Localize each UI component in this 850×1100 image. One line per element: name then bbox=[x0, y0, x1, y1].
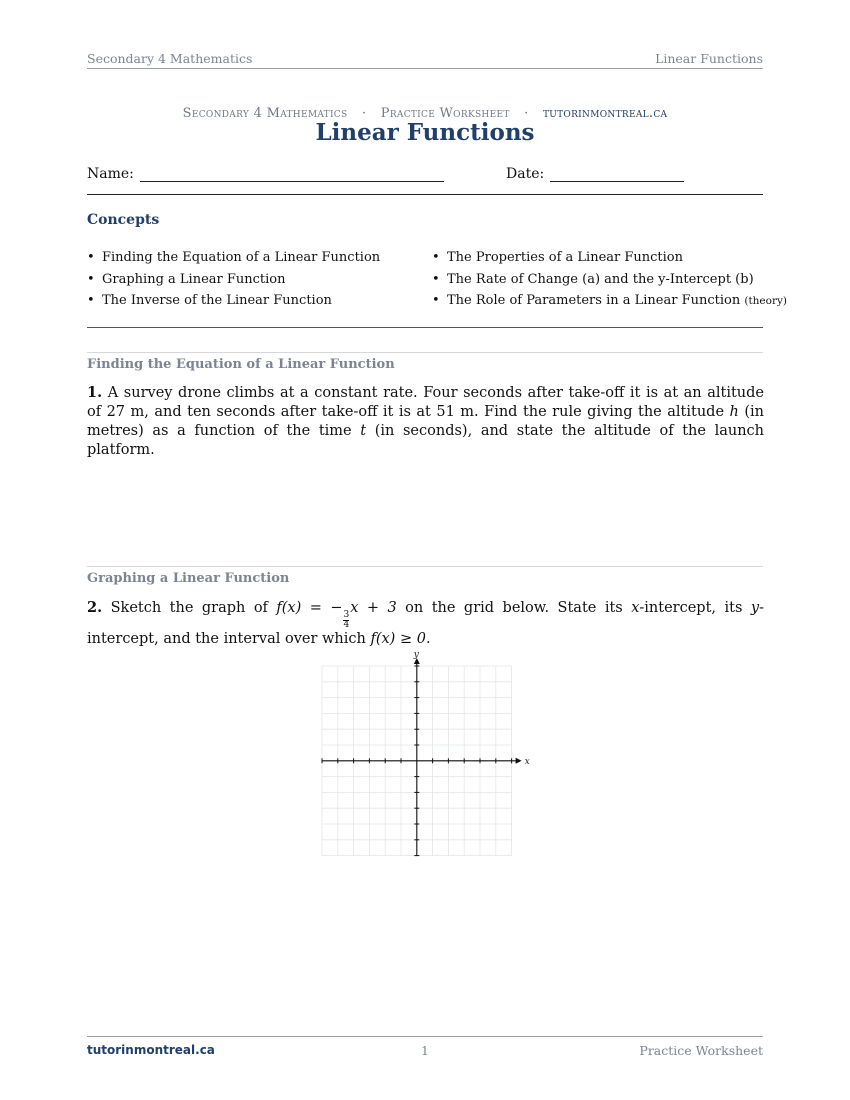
theory-note: (theory) bbox=[744, 295, 788, 307]
name-label: Name: bbox=[87, 166, 134, 182]
axes bbox=[322, 658, 522, 856]
page-number: 1 bbox=[421, 1043, 429, 1058]
concepts-heading: Concepts bbox=[87, 212, 160, 228]
concept-item: • The Properties of a Linear Function bbox=[432, 250, 763, 268]
name-date-row bbox=[87, 166, 763, 195]
date-label: Date: bbox=[506, 166, 545, 182]
coordinate-grid[interactable] bbox=[318, 648, 538, 860]
concept-item: • The Inverse of the Linear Function bbox=[87, 293, 432, 311]
section-title-2: Graphing a Linear Function bbox=[87, 571, 290, 586]
subtitle-type: Practice Worksheet bbox=[380, 106, 510, 121]
page-title: Linear Functions bbox=[315, 119, 535, 146]
question-number: 1. bbox=[87, 384, 103, 401]
subtitle-site: tutorinmontreal.ca bbox=[542, 106, 668, 121]
concept-item: • The Role of Parameters in a Linear Function (theory) bbox=[432, 293, 763, 311]
concepts-list bbox=[87, 250, 788, 311]
section-divider bbox=[87, 566, 763, 567]
page-header bbox=[87, 51, 763, 69]
concept-item: • Graphing a Linear Function bbox=[87, 272, 432, 290]
x-axis-label: x bbox=[524, 756, 530, 767]
x-axis-arrow bbox=[516, 758, 522, 764]
concept-item: • Finding the Equation of a Linear Function bbox=[87, 250, 432, 268]
question-1: 1. A survey drone climbs at a constant rate. Four seconds after take-off it is at an altitude of 27 m, and ten seconds after take-off it is at 51 m. Find the rule giving the altitude h (in metres) as a function of the time t (in seconds), and state the altitude of the launch platform. bbox=[87, 384, 765, 458]
subtitle-course: Secondary 4 Mathematics bbox=[182, 106, 348, 121]
section-divider bbox=[87, 352, 763, 353]
page-footer bbox=[87, 1036, 763, 1059]
date-blank[interactable] bbox=[550, 166, 684, 182]
subtitle-separator: · bbox=[524, 106, 529, 121]
footer-right: Practice Worksheet bbox=[639, 1043, 763, 1058]
concept-item: • The Rate of Change (a) and the y-Intercept (b) bbox=[432, 272, 763, 290]
divider bbox=[87, 327, 763, 328]
section-title-1: Finding the Equation of a Linear Function bbox=[87, 357, 395, 372]
date-field[interactable] bbox=[506, 166, 684, 182]
footer-site: tutorinmontreal.ca bbox=[87, 1043, 215, 1057]
name-blank[interactable] bbox=[140, 166, 444, 182]
header-left: Secondary 4 Mathematics bbox=[87, 51, 253, 66]
fraction: $\frac{3}{4}$ bbox=[343, 610, 350, 630]
name-field[interactable] bbox=[87, 166, 444, 182]
header-right: Linear Functions bbox=[655, 51, 763, 66]
question-2: 2. Sketch the graph of f(x) = − $\frac{3}{4}$ x + 3 on the grid below. State its x-intercept, its y-intercept, and the interval over which f(x) ≥ 0. bbox=[87, 599, 764, 647]
question-number: 2. bbox=[87, 599, 103, 616]
y-axis-label: y bbox=[413, 650, 419, 660]
subtitle-separator: · bbox=[361, 106, 367, 121]
